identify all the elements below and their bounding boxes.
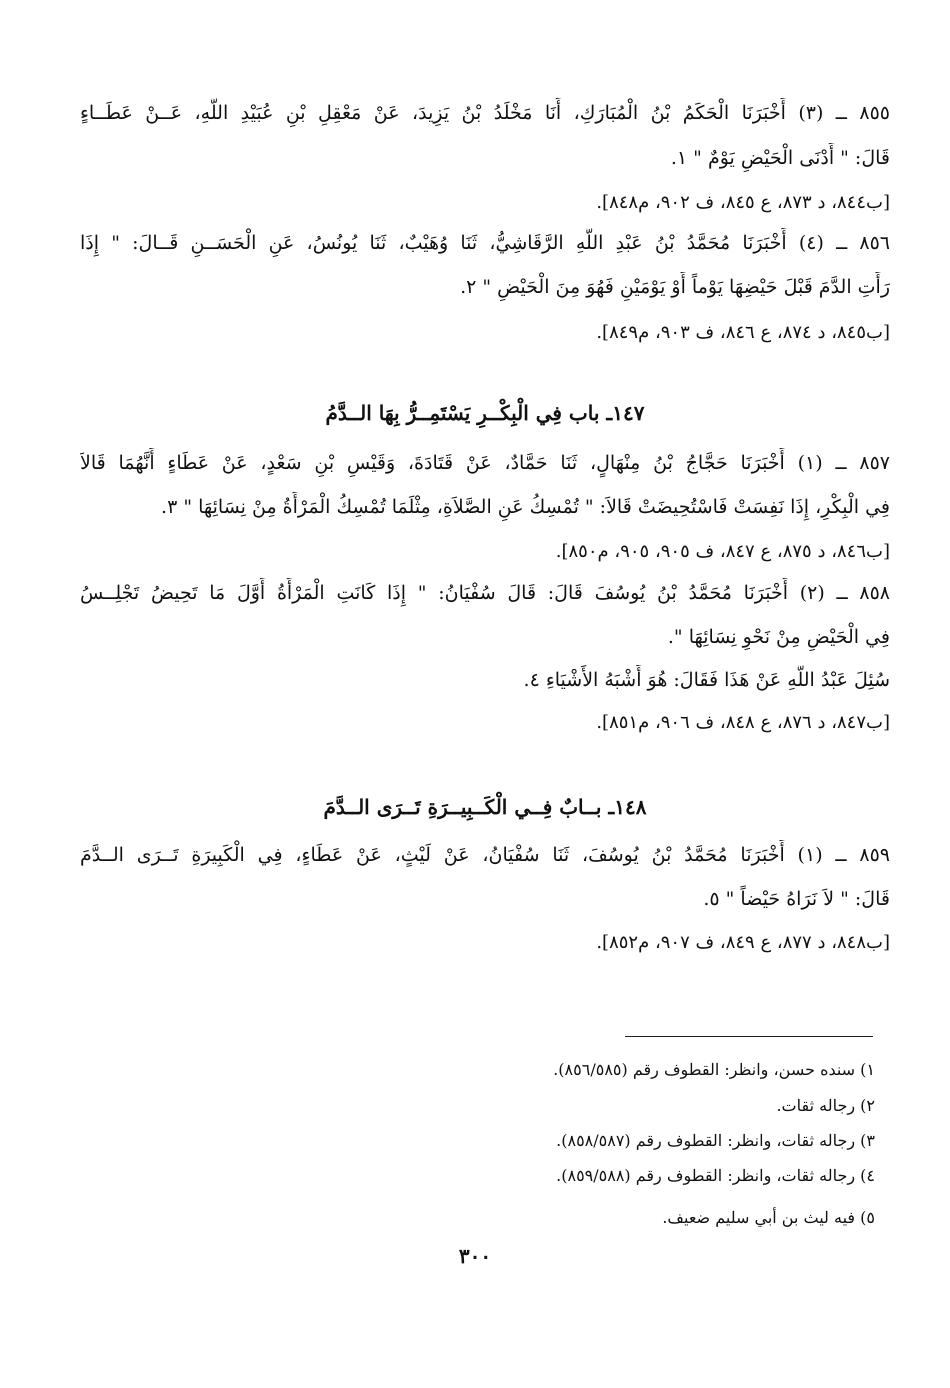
hadith-858-line-1: ٨٥٨ ــ (٢) أَخْبَرَنَا مُحَمَّدُ بْنُ يُوسُفَ قَالَ: قَالَ سُفْيَانُ: " إِذَا كَانَتِ الْمَرْأَةُ أَوَّلَ مَا تَحِيضُ تَجْلِــسُ bbox=[80, 582, 890, 604]
footnote-1: ١) سنده حسن، وانظر: القطوف رقم (٨٥٦/٥٨٥). bbox=[553, 1060, 875, 1079]
footnote-divider bbox=[625, 1036, 873, 1037]
hadith-855-line-1: ٨٥٥ ــ (٣) أَخْبَرَنَا الْحَكَمُ بْنُ الْمُبَارَكِ، أَنَا مَخْلَدُ بْنُ يَزِيدَ، عَنْ مَعْقِلِ بْنِ عُبَيْدِ اللَّهِ، عَــنْ عَطَــاءٍ bbox=[80, 102, 890, 124]
hadith-857-references: [ب٨٤٦، د ٨٧٥، ع ٨٤٧، ف ٩٠٥، ٩٠٥، م٨٥٠]. bbox=[555, 541, 890, 562]
hadith-856-references: [ب٨٤٥، د ٨٧٤، ع ٨٤٦، ف ٩٠٣، م٨٤٩]. bbox=[596, 322, 890, 343]
hadith-859-references: [ب٨٤٨، د ٨٧٧، ع ٨٤٩، ف ٩٠٧، م٨٥٢]. bbox=[596, 932, 890, 953]
hadith-855-line-2: قَالَ: " أَدْنَى الْحَيْضِ يَوْمٌ " ١. bbox=[670, 147, 890, 169]
hadith-856-line-1: ٨٥٦ ــ (٤) أَخْبَرَنَا مُحَمَّدُ بْنُ عَبْدِ اللَّهِ الرَّقَاشِيُّ، ثَنَا وُهَيْبٌ، ثَنَا يُونُسُ، عَنِ الْحَسَــنِ قَــالَ: " إِذَا bbox=[80, 232, 890, 254]
footnote-4: ٤) رجاله ثقات، وانظر: القطوف رقم (٨٥٩/٥٨٨). bbox=[556, 1166, 875, 1185]
chapter-147-heading: ١٤٧ـ باب فِي الْبِكْــرِ يَسْتَمِــرُّ بِهَا الــدَّمُ bbox=[325, 401, 645, 425]
hadith-859-line-1: ٨٥٩ ــ (١) أَخْبَرَنَا مُحَمَّدُ بْنُ يُوسُفَ، ثَنَا سُفْيَانُ، عَنْ لَيْثٍ، عَنْ عَطَاءٍ، فِي الْكَبِيرَةِ تَــرَى الــدَّمَ bbox=[80, 844, 890, 866]
hadith-858-references: [ب٨٤٧، د ٨٧٦، ع ٨٤٨، ف ٩٠٦، م٨٥١]. bbox=[596, 712, 890, 733]
footnote-5: ٥) فيه ليث بن أبي سليم ضعيف. bbox=[662, 1208, 875, 1227]
footnote-2: ٢) رجاله ثقات. bbox=[776, 1096, 875, 1115]
hadith-857-line-2: فِي الْبِكْرِ، إِذَا نَفِسَتْ فَاسْتُحِيضَتْ قَالاَ: " تُمْسِكُ عَنِ الصَّلاَةِ، مِثْلَمَا تُمْسِكُ الْمَرْأَةُ مِنْ نِسَائِهَا " ٣. bbox=[161, 496, 890, 518]
page-number: ٣٠٠ bbox=[458, 1244, 492, 1268]
hadith-855-references: [ب٨٤٤، د ٨٧٣، ع ٨٤٥، ف ٩٠٢، م٨٤٨]. bbox=[596, 192, 890, 213]
hadith-856-line-2: رَأَتِ الدَّمَ قَبْلَ حَيْضِهَا يَوْماً أَوْ يَوْمَيْنِ فَهُوَ مِنَ الْحَيْضِ " ٢. bbox=[460, 276, 890, 298]
hadith-859-line-2: قَالَ: " لاَ نَرَاهُ حَيْضاً " ٥. bbox=[703, 888, 890, 910]
hadith-858-line-3: سُئِلَ عَبْدُ اللَّهِ عَنْ هَذَا فَقَالَ: هُوَ أَشْبَهُ الأَشْيَاءِ ٤. bbox=[523, 669, 890, 691]
hadith-857-line-1: ٨٥٧ ــ (١) أَخْبَرَنَا حَجَّاجُ بْنُ مِنْهَالٍ، ثَنَا حَمَّادٌ، عَنْ قَتَادَةَ، وَقَيْسِ بْنِ سَعْدٍ، عَنْ عَطَاءٍ أَنَّهُمَا قَالاَ bbox=[80, 452, 890, 474]
chapter-148-heading: ١٤٨ـ بــابٌ فِــي الْكَــبِيــرَةِ تَــرَى الــدَّمَ bbox=[323, 795, 647, 819]
footnote-3: ٣) رجاله ثقات، وانظر: القطوف رقم (٨٥٨/٥٨٧). bbox=[556, 1131, 875, 1150]
hadith-858-line-2: فِي الْحَيْضِ مِنْ نَحْوِ نِسَائِهَا ". bbox=[667, 626, 890, 648]
